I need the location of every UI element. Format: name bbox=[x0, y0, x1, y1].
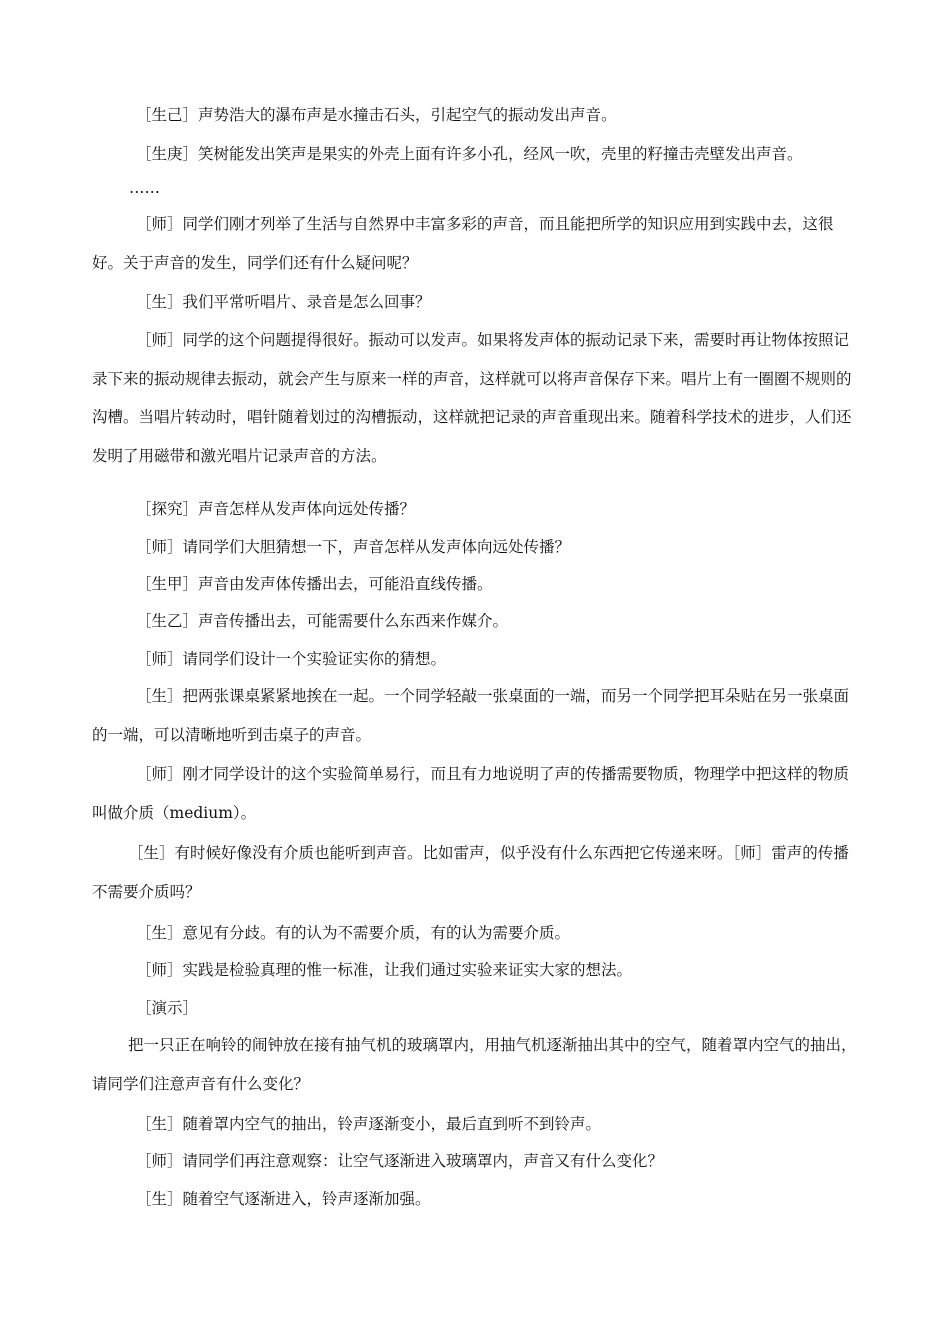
paragraph-10: ［师］请同学们设计一个实验证实你的猜想。 bbox=[136, 650, 447, 668]
ellipsis: …… bbox=[129, 179, 160, 197]
paragraph-13: ［生］有时候好像没有介质也能听到声音。比如雷声，似乎没有什么东西把它传递来呀。［师］雷声的传播不需要介质吗？ bbox=[92, 844, 849, 901]
paragraph-8: ［生甲］声音由发声体传播出去，可能沿直线传播。 bbox=[136, 575, 493, 593]
paragraph-16: 把一只正在响铃的闹钟放在接有抽气机的玻璃罩内，用抽气机逐渐抽出其中的空气，随着罩内空气的抽出，请同学们注意声音有什么变化？ bbox=[92, 1036, 857, 1093]
paragraph-6: ［探究］声音怎样从发声体向远处传播？ bbox=[136, 500, 416, 518]
paragraph-3: ［师］同学们刚才列举了生活与自然界中丰富多彩的声音，而且能把所学的知识应用到实践中去，这很好。关于声音的发生，同学们还有什么疑问呢？ bbox=[92, 215, 834, 272]
paragraph-15: ［师］实践是检验真理的惟一标准，让我们通过实验来证实大家的想法。 bbox=[136, 961, 633, 979]
paragraph-19: ［生］随着空气逐渐进入，铃声逐渐加强。 bbox=[136, 1190, 431, 1208]
paragraph-14: ［生］意见有分歧。有的认为不需要介质，有的认为需要介质。 bbox=[136, 924, 571, 942]
paragraph-4: ［生］我们平常听唱片、录音是怎么回事？ bbox=[136, 293, 431, 311]
paragraph-2: ［生庚］笑树能发出笑声是果实的外壳上面有许多小孔，经风一吹，壳里的籽撞击壳壁发出声音。 bbox=[136, 145, 803, 163]
paragraph-11: ［生］把两张课桌紧紧地挨在一起。一个同学轻敲一张桌面的一端，而另一个同学把耳朵贴在另一张桌面的一端，可以清晰地听到击桌子的声音。 bbox=[92, 687, 850, 744]
paragraph-7: ［师］请同学们大胆猜想一下，声音怎样从发声体向远处传播？ bbox=[136, 538, 571, 556]
paragraph-5: ［师］同学的这个问题提得很好。振动可以发声。如果将发声体的振动记录下来，需要时再让物体按照记录下来的振动规律去振动，就会产生与原来一样的声音，这样就可以将声音保存下来。唱片上有一圈圈不规则的沟槽。当唱片转动时，唱针随着划过的沟槽振动，这样就把记录的声音重现出来。随着科学技术的进步，人们还发明了用磁带和激光唱片记录声音的方法。 bbox=[92, 331, 852, 465]
demo-heading: ［演示］ bbox=[136, 999, 199, 1017]
paragraph-12: ［师］刚才同学设计的这个实验简单易行，而且有力地说明了声的传播需要物质，物理学中把这样的物质叫做介质（medium）。 bbox=[92, 765, 850, 822]
paragraph-9: ［生乙］声音传播出去，可能需要什么东西来作媒介。 bbox=[136, 612, 509, 630]
paragraph-1: ［生己］声势浩大的瀑布声是水撞击石头，引起空气的振动发出声音。 bbox=[136, 106, 617, 124]
paragraph-17: ［生］随着罩内空气的抽出，铃声逐渐变小，最后直到听不到铃声。 bbox=[136, 1115, 602, 1133]
paragraph-18: ［师］请同学们再注意观察：让空气逐渐进入玻璃罩内，声音又有什么变化？ bbox=[136, 1152, 664, 1170]
